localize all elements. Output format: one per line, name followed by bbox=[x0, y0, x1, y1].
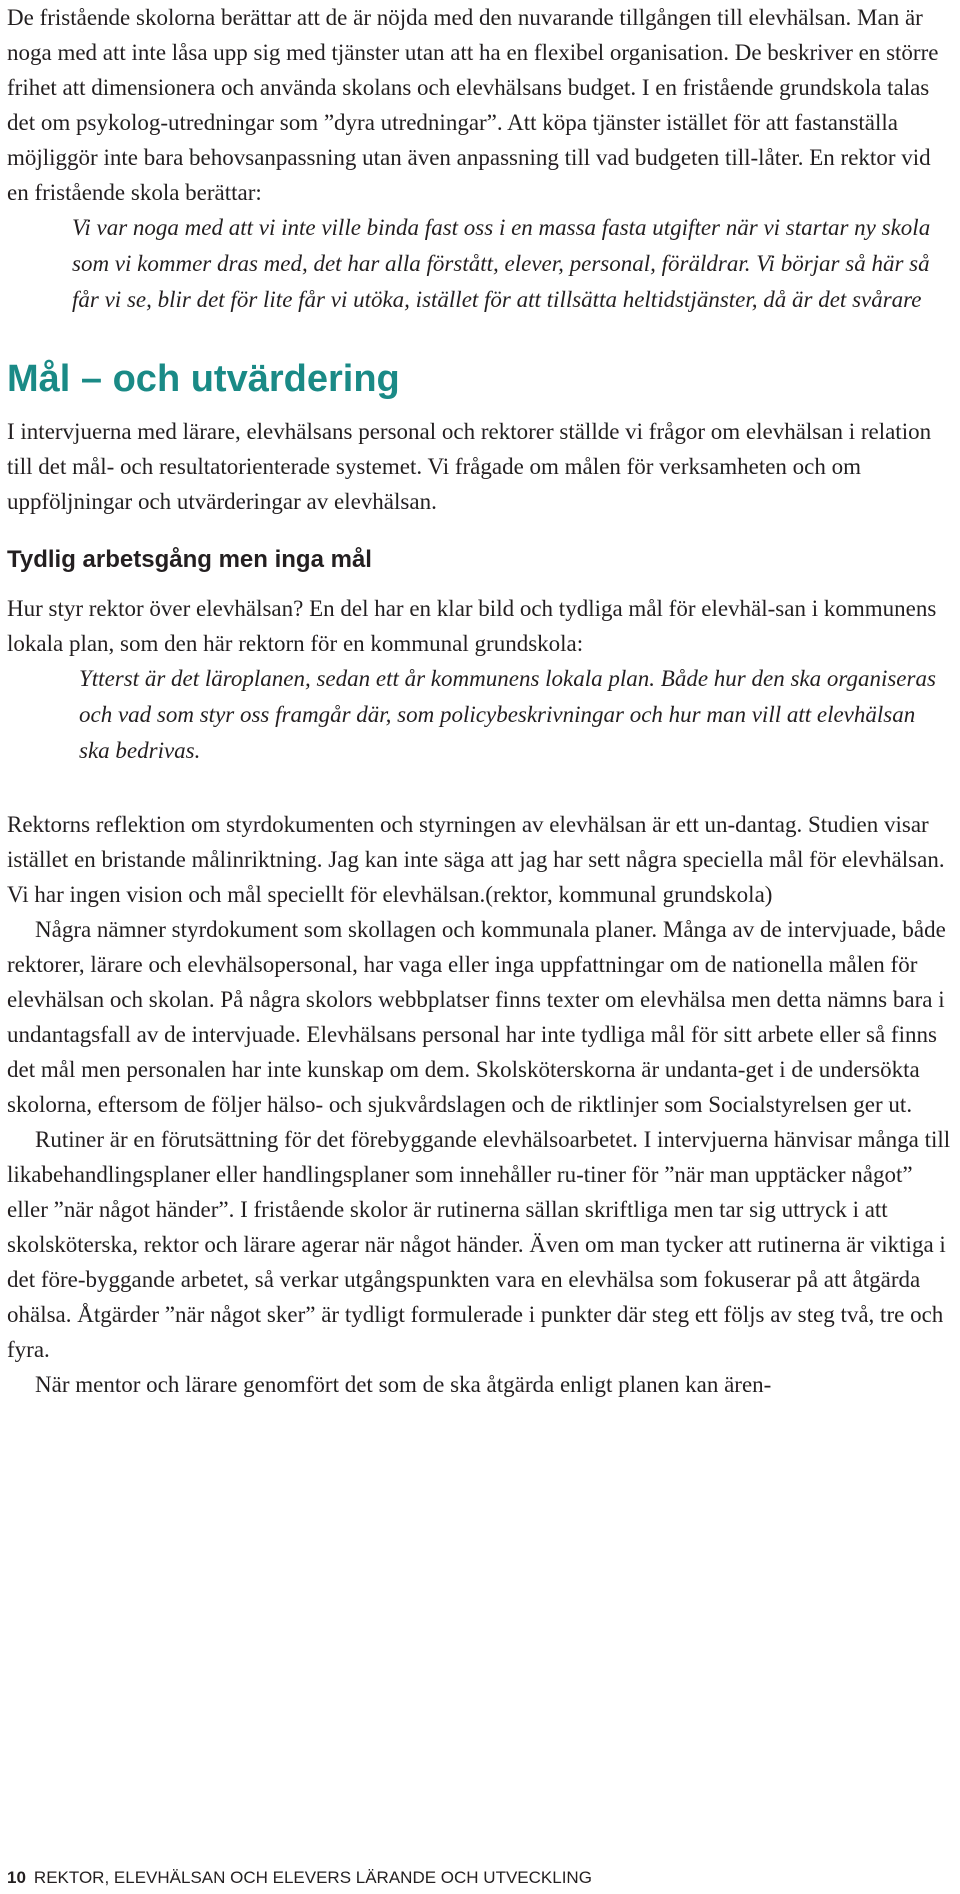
body-paragraph: Rutiner är en förutsättning för det förebyggande elevhälsoarbetet. I intervjuerna hänvisar många till likabehandlingsplaner eller handlingsplaner som innehåller ru-tiner för ”när man upptäcker något” eller ”när något händer”. I fristående skolor är rutinerna sällan skriftliga men tar sig uttryck i att skolsköterska, rektor och lärare agerar när något händer. Även om man tycker att rutinerna är viktiga i det före-byggande arbetet, så verkar utgångspunkten vara en elevhälsa som fokuserar på att åtgärda ohälsa. Åtgärder ”när något sker” är tydligt formulerade i punkter där steg ett följs av steg två, tre och fyra. bbox=[7, 1127, 951, 1362]
body-paragraph: Rektorns reflektion om styrdokumenten och styrningen av elevhälsan är ett un-dantag. Studien visar istället en bristande målinriktning. Jag kan inte säga att jag har sett några speciella mål för elevhälsan. Vi har ingen vision och mål speciellt för elevhälsan.(rektor, kommunal grundskola) bbox=[7, 812, 945, 907]
block-quote: Ytterst är det läroplanen, sedan ett år kommunens lokala plan. Både hur den ska organiseras och vad som styr oss framgår där, som policybeskrivningar och hur man vill att elevhälsan ska bedrivas. bbox=[79, 666, 936, 763]
body-paragraph: I intervjuerna med lärare, elevhälsans personal och rektorer ställde vi frågor om elevhälsan i relation till det mål- och resultatorienterade systemet. Vi frågade om målen för verksamheten och om uppföljningar och utvärderingar av elevhälsan. bbox=[7, 419, 932, 514]
running-title: REKTOR, ELEVHÄLSAN OCH ELEVERS LÄRANDE OCH UTVECKLING bbox=[33, 1868, 592, 1887]
body-paragraph: Hur styr rektor över elevhälsan? En del har en klar bild och tydliga mål för elevhäl-san i kommunens lokala plan, som den här rektorn för en kommunal grundskola: bbox=[7, 596, 937, 656]
body-paragraph: De fristående skolorna berättar att de är nöjda med den nuvarande tillgången till elevhälsan. Man är noga med att inte låsa upp sig med tjänster utan att ha en flexibel organisation. De beskriver en större frihet att dimensionera och använda skolans och elevhälsans budget. I en fristående grundskola talas det om psykolog-utredningar som ”dyra utredningar”. Att köpa tjänster istället för att fastanställa möjliggör inte bara behovsanpassning utan även anpassning till vad budgeten till-låter. En rektor vid en fristående skola berättar: bbox=[7, 5, 939, 205]
page-footer bbox=[7, 1868, 592, 1888]
document-page bbox=[7, 0, 953, 1402]
body-paragraph: Några nämner styrdokument som skollagen och kommunala planer. Många av de intervjuade, både rektorer, lärare och elevhälsopersonal, har vaga eller inga uppfattningar om de nationella målen för elevhälsan och skolan. På några skolors webbplatser finns texter om elevhälsa men detta nämns bara i undantagsfall av de intervjuade. Elevhälsans personal har inte tydliga mål för sitt arbete eller så finns det mål men personalen har inte kunskap om dem. Skolsköterskorna är undanta-get i de undersökta skolorna, eftersom de följer hälso- och sjukvårdslagen och de riktlinjer som Socialstyrelsen ger ut. bbox=[7, 917, 946, 1117]
subsection-heading: Tydlig arbetsgång men inga mål bbox=[7, 546, 372, 573]
body-paragraph: När mentor och lärare genomfört det som de ska åtgärda enligt planen kan ären- bbox=[35, 1372, 772, 1397]
page-number: 10 bbox=[7, 1868, 26, 1887]
block-quote: Vi var noga med att vi inte ville binda fast oss i en massa fasta utgifter när vi startar ny skola som vi kommer dras med, det har alla förstått, elever, personal, föräldrar. Vi börjar så här så får vi se, blir det för lite får vi utöka, istället för att tillsätta heltidstjänster, då är det svårare bbox=[72, 215, 931, 312]
section-heading: Mål – och utvärdering bbox=[7, 358, 400, 400]
